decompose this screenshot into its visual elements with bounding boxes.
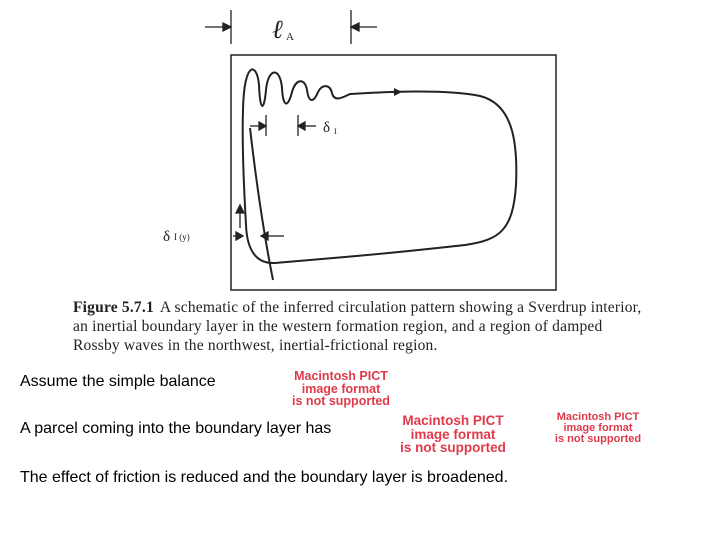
flow-arrowhead [394, 88, 402, 96]
figure-caption-text: A schematic of the inferred circulation pattern showing a Sverdrup interior, an inertial boundary layer in the western formation region, and a region of damped Rossby waves in the northwest, inertial-frictional region. [73, 299, 642, 354]
delta-iy-label: δ [163, 229, 171, 245]
basin-box [231, 55, 556, 290]
pict-placeholder-3: Macintosh PICT image format is not supported [554, 411, 642, 445]
delta-iy-label-sub: I (y) [174, 232, 190, 242]
pict-placeholder-1: Macintosh PICT image format is not supported [292, 369, 390, 408]
slide-text-line-1: Assume the simple balance [20, 373, 216, 390]
figure-caption [73, 298, 653, 355]
circulation-streamline [243, 69, 517, 263]
la-label-sub: A [286, 31, 294, 43]
delta-i-label: δ [323, 120, 331, 136]
figure-number: Figure 5.7.1 [73, 299, 154, 316]
la-label: ℓ [272, 15, 283, 44]
slide-text-line-3: The effect of friction is reduced and the boundary layer is broadened. [20, 469, 509, 486]
delta-i-label-sub: I [334, 127, 337, 136]
delta-i-marker [250, 115, 316, 136]
pict-placeholder-2: Macintosh PICT image format is not supported [400, 413, 506, 455]
slide-text-line-2: A parcel coming into the boundary layer has [20, 420, 332, 437]
delta-iy-marker [233, 205, 284, 240]
boundary-layer-curve [250, 128, 273, 280]
